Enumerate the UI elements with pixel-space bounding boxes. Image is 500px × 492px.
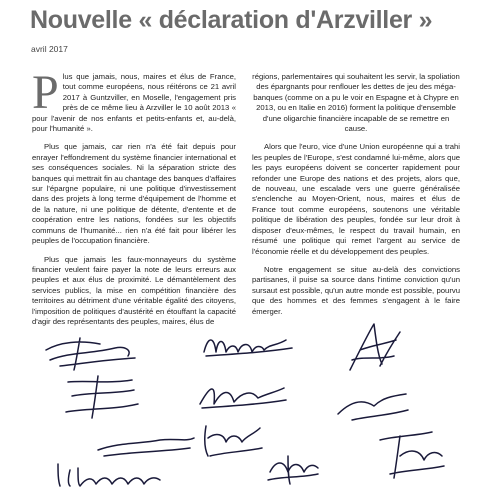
signature-4	[58, 372, 142, 422]
signature-3	[330, 320, 410, 376]
signature-6	[332, 386, 412, 426]
signature-5	[192, 374, 288, 414]
drop-cap: P	[32, 66, 59, 119]
paragraph-1-text: lus que jamais, nous, maires et élus de France, tout comme européens, nous réitérons ce 21 avril 2017 à Guntzviller, en Moselle, l'engagement pris près de ce même lieu à Arzviller le 10 août 2013 « pour l'avenir de nos enfants et petits-enfants et, au-delà, pour l'humanité ».	[32, 72, 236, 134]
paragraph-3-continued: régions, parlementaires qui souhaitent les servir, la spoliation des épargnants pour renflouer les dettes de jeu des méga-banques (comme on a pu le voir en Espagne et à Chypre en 2013, ou en Italie en 2016) forment la politique d'ensemble d'une oligarchie financière incapable de se remettre en cause.	[252, 72, 460, 134]
paragraph-5: Notre engagement se situe au-delà des convictions partisanes, il puise sa source dans l'intime conviction qu'un sursaut est possible, qu'un autre monde est possible, pourvu que des hommes et des femmes s'engagent à le faire émerger.	[252, 264, 460, 316]
signature-1	[40, 330, 140, 374]
date-line: avril 2017	[31, 44, 68, 54]
paragraph-4: Alors que l'euro, vice d'une Union européenne qui a trahi les peuples de l'Europe, s'est condamné lui-même, alors que les pays européens doivent se concerter rapidement pour refonder une Europe des nations et des projets, alors que, de nouveau, une escalade vers une guerre généralisée s'enclenche au Moyen-Orient, nous, maires et élus de France tout comme européens, soutenons une véritable politique de libération des peuples, fondée sur leur droit à disposer d'eux-mêmes, le respect du travail humain, en résumé une politique qui remet l'argent au service de l'économie réelle et du développement des peuples.	[252, 142, 460, 256]
signature-11	[262, 452, 322, 488]
signature-10	[48, 460, 168, 490]
left-column	[32, 66, 236, 335]
signatures-area	[0, 316, 500, 492]
paragraph-2: Plus que jamais, car rien n'a été fait depuis pour enrayer l'effondrement du système financier international et ses conséquences sociales. Ni la séparation stricte des banques qui mettrait fin au chantage des banques d'affaires sur l'épargne populaire, ni une politique d'investissement dans des projets à long terme d'équipement de l'homme et de la nature, ni une politique de détente, d'entente et de coopération entre les nations, fondées sur les objectifs communs de l'humanité... rien n'a été fait pour libérer les peuples de l'occupation financière.	[32, 142, 236, 246]
signature-7	[196, 418, 266, 462]
paragraph-1	[32, 66, 236, 134]
signature-8	[90, 430, 200, 460]
signature-9	[370, 426, 446, 482]
signature-2	[196, 326, 296, 366]
right-column	[252, 72, 460, 325]
paragraph-3: Plus que jamais les faux-monnayeurs du système financier veulent faire payer la note de leurs erreurs aux peuples et aux élus de proximité. Le démantèlement des services publics, la mise en compétition financière des territoires au détriment d'une véritable égalité des citoyens, l'imposition de politiques d'austérité en étouffant la capacité d'agir des représentants des peuples, maires, élus de	[32, 254, 236, 326]
page-title: Nouvelle « déclaration d'Arzviller »	[30, 6, 433, 34]
